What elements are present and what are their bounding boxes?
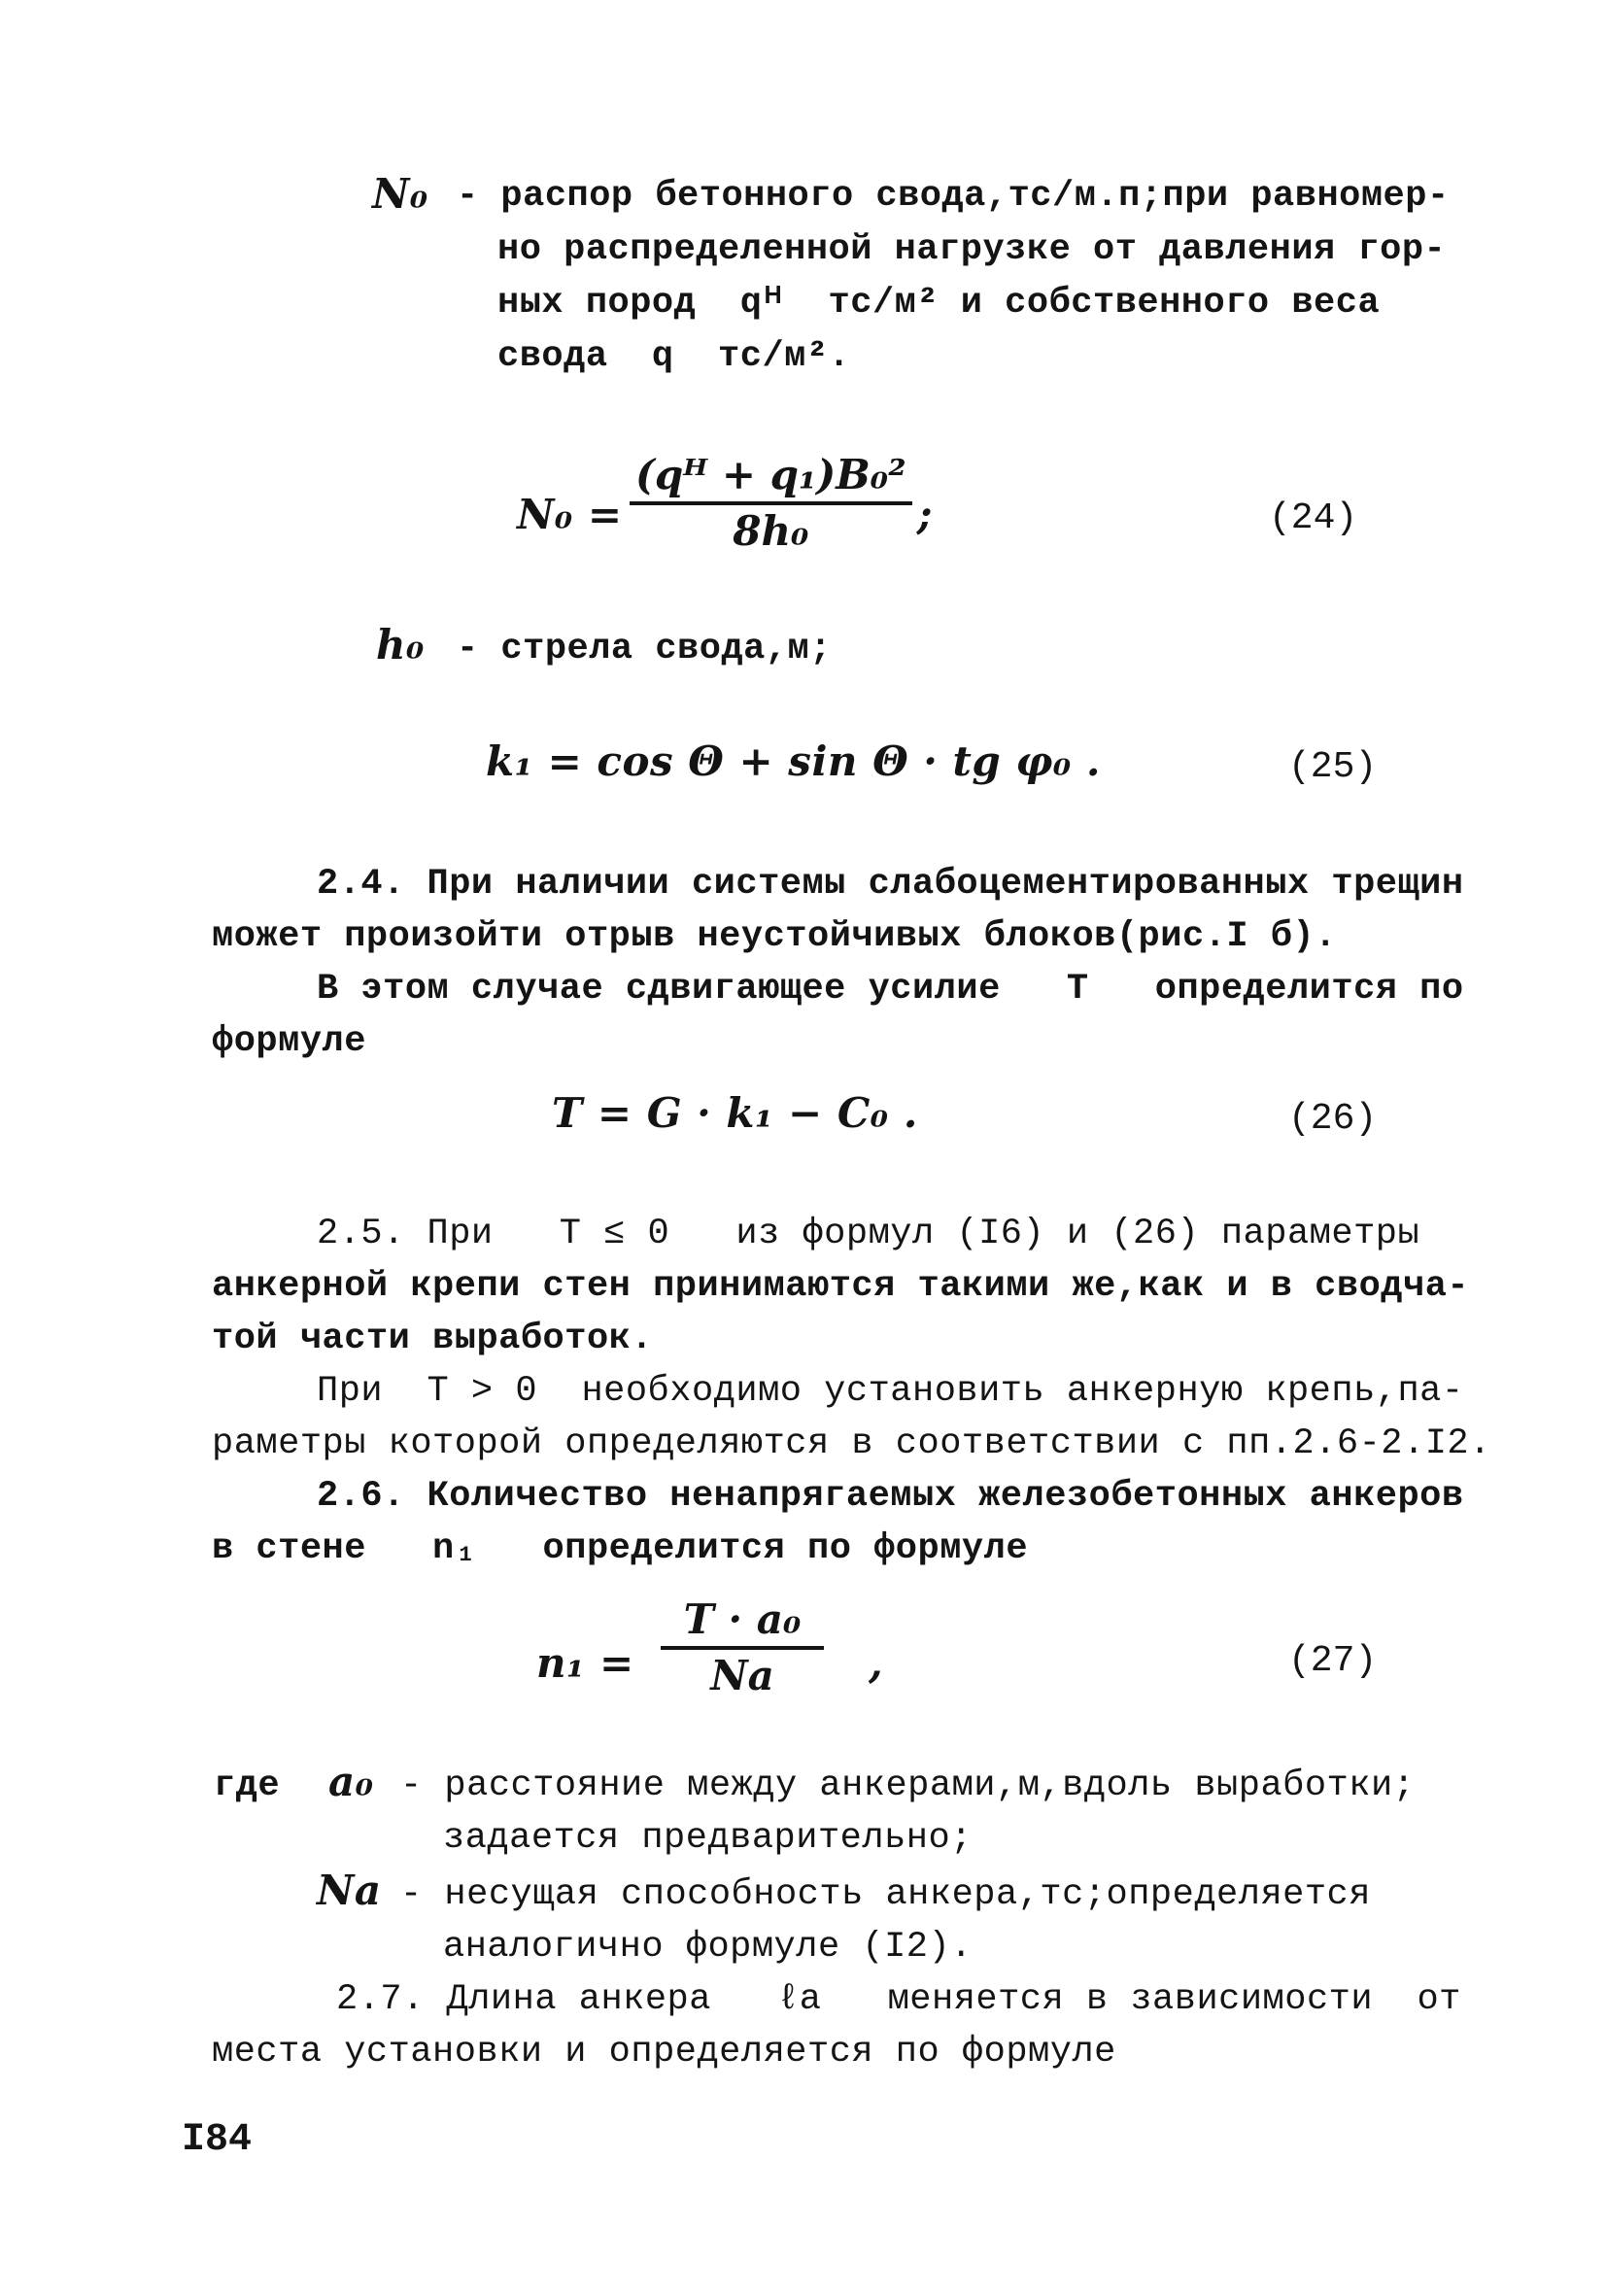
eq26-formula: T = G · k₁ − C₀ . xyxy=(552,1089,918,1137)
eq26-number: (26) xyxy=(1288,1098,1378,1140)
paragraph-line: может произойти отрыв неустойчивых блоков(рис.I б). xyxy=(212,916,1337,957)
definition-line: свода q тс/м². xyxy=(497,336,851,377)
eq24-number: (24) xyxy=(1269,497,1358,539)
paragraph-line: 2.5. При T ≤ 0 из формул (I6) и (26) параметры xyxy=(317,1214,1420,1254)
paragraph-line: в стене n₁ определится по формуле xyxy=(212,1528,1029,1569)
paragraph-line: 2.6. Количество ненапрягаемых железобетонных анкеров xyxy=(317,1476,1464,1517)
eq25-number: (25) xyxy=(1288,746,1378,788)
eq27-number: (27) xyxy=(1288,1640,1378,1682)
symbol-h0: h₀ xyxy=(376,621,425,668)
symbol-a0: a₀ xyxy=(328,1758,374,1805)
eq27-fraction xyxy=(661,1593,824,1702)
definition-line: ных пород qᴴ тс/м² и собственного веса xyxy=(497,283,1381,324)
definition-line: но распределенной нагрузке от давления гор- xyxy=(497,229,1447,270)
paragraph-line: места установки и определяется по формуле xyxy=(212,2032,1116,2073)
eq27-denominator: Na xyxy=(710,1652,774,1699)
where-line: - расстояние между анкерами,м,вдоль выработки; xyxy=(400,1765,1416,1806)
paragraph-line: анкерной крепи стен принимаются такими же,как и в сводча- xyxy=(212,1266,1470,1307)
page-number: I84 xyxy=(182,2118,253,2162)
eq24-lhs: N₀ = xyxy=(517,491,623,538)
symbol-Na: Na xyxy=(317,1867,382,1914)
paragraph-line: формуле xyxy=(212,1021,366,1062)
eq24-tail: ; xyxy=(917,491,934,538)
eq27-numerator: T · a₀ xyxy=(661,1593,824,1650)
where-label: где xyxy=(214,1765,281,1806)
definition-line: - распор бетонного свода,тс/м.п;при равномер- xyxy=(457,176,1450,217)
eq24-denominator: 8h₀ xyxy=(733,507,809,555)
paragraph-line: В этом случае сдвигающее усилие T определится по xyxy=(317,969,1464,1010)
eq25-formula: k₁ = cos Θ + sin Θ · tg φ₀ . xyxy=(486,737,1102,785)
paragraph-line: 2.4. При наличии системы слабоцементированных трещин xyxy=(317,864,1464,905)
eq24-fraction xyxy=(630,449,912,558)
paragraph-line: 2.7. Длина анкера ℓa меняется в зависимости от xyxy=(336,1979,1461,2020)
eq24-numerator: (qᴴ + q₁)B₀² xyxy=(630,449,912,505)
symbol-N0: N₀ xyxy=(372,170,428,218)
eq27-lhs: n₁ = xyxy=(536,1639,634,1687)
where-line: задается предварительно; xyxy=(443,1818,973,1859)
paragraph-line: При T > 0 необходимо установить анкерную крепь,па- xyxy=(317,1371,1464,1412)
definition-line: - стрела свода,м; xyxy=(457,629,832,669)
eq27-tail: , xyxy=(869,1639,884,1687)
paragraph-line: раметры которой определяются в соответствии с пп.2.6-2.I2. xyxy=(212,1423,1491,1464)
where-line: аналогично формуле (I2). xyxy=(443,1927,973,1968)
paragraph-line: той части выработок. xyxy=(212,1319,654,1359)
where-line: - несущая способность анкера,тс;определяется xyxy=(400,1874,1371,1915)
